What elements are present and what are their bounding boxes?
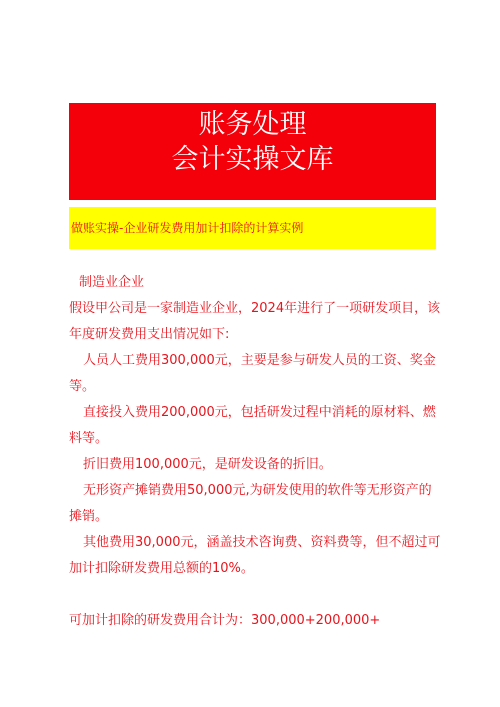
banner-subtitle: 会计实操文库 xyxy=(171,144,334,175)
expense-item-direct-input: 直接投入费用200,000元，包括研发过程中消耗的原材料、燃料等。 xyxy=(69,405,436,446)
total-paragraph: 可加计扣除的研发费用合计为：300,000+200,000+ xyxy=(69,613,381,628)
expense-item-amortization: 无形资产摊销费用50,000元,为研发使用的软件等无形资产的摊销。 xyxy=(69,483,432,524)
title-banner xyxy=(69,103,436,200)
expense-item-personnel: 人员人工费用300,000元，主要是参与研发人员的工资、奖金等。 xyxy=(69,353,436,394)
spacer xyxy=(69,582,443,608)
document-body xyxy=(69,270,443,634)
expense-item-other: 其他费用30,000元，涵盖技术咨询费、资料费等，但不超过可加计扣除研发费用总额的10%。 xyxy=(69,535,441,576)
intro-paragraph: 假设甲公司是一家制造业企业，2024年进行了一项研发项目，该年度研发费用支出情况如下: xyxy=(69,301,441,342)
banner-title: 账务处理 xyxy=(198,109,307,140)
article-title: 做账实操-企业研发费用加计扣除的计算实例 xyxy=(71,221,304,235)
section-heading: 制造业企业 xyxy=(79,275,145,290)
article-title-bar xyxy=(69,207,436,249)
expense-item-depreciation: 折旧费用100,000元，是研发设备的折旧。 xyxy=(83,457,332,472)
